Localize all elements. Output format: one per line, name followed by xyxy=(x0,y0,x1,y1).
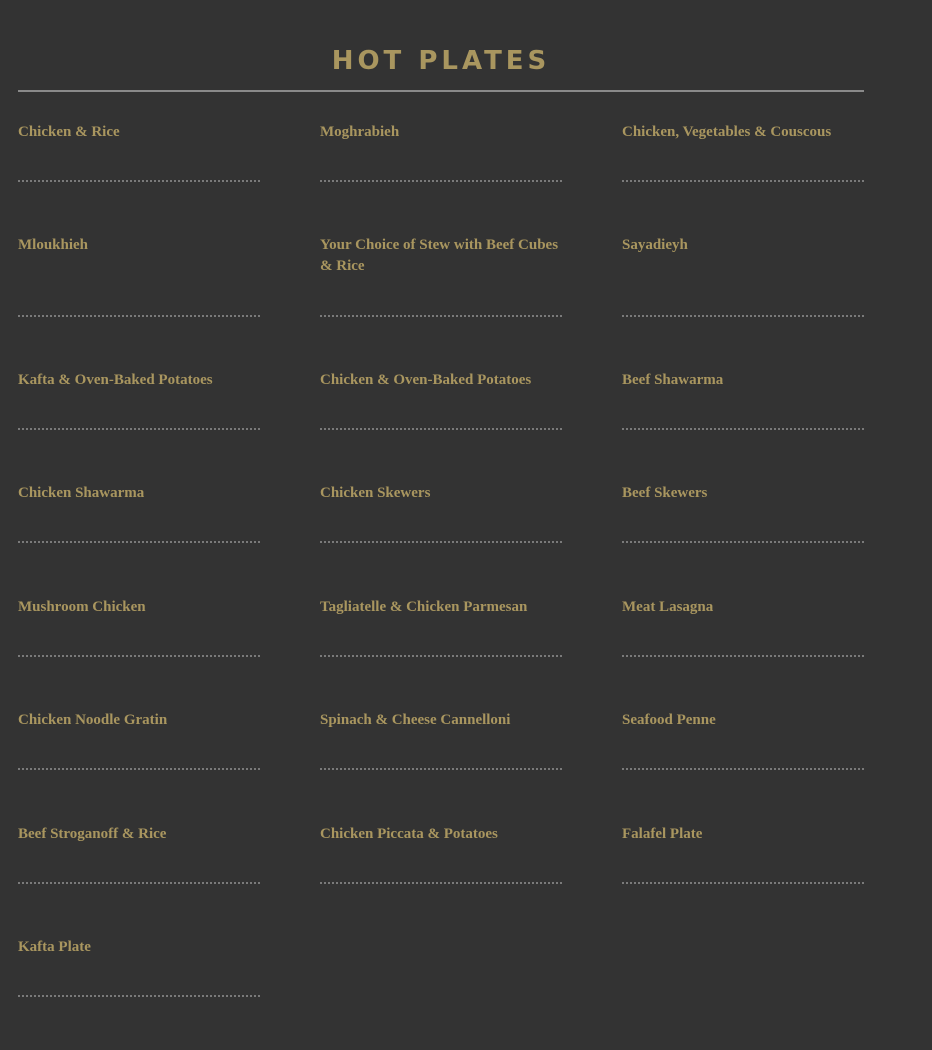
menu-row xyxy=(18,370,864,483)
dotted-leader xyxy=(320,315,562,317)
menu-item-name: Meat Lasagna xyxy=(622,599,714,615)
menu-row xyxy=(18,122,864,235)
dotted-leader xyxy=(622,768,864,770)
dotted-leader xyxy=(18,655,260,657)
dotted-leader xyxy=(18,180,260,182)
menu-item-name: Chicken Noodle Gratin xyxy=(18,712,168,728)
menu-item[interactable] xyxy=(18,370,260,483)
dotted-leader xyxy=(622,428,864,430)
menu-item[interactable] xyxy=(320,597,562,710)
menu-item-name: Beef Shawarma xyxy=(622,372,724,388)
menu-row xyxy=(18,483,864,597)
menu-item[interactable] xyxy=(18,824,260,937)
menu-item-name: Chicken Skewers xyxy=(320,485,431,501)
menu-item-name: Tagliatelle & Chicken Parmesan xyxy=(320,599,528,615)
menu-item-name: Chicken & Oven-Baked Potatoes xyxy=(320,372,532,388)
menu-grid xyxy=(18,122,864,1037)
menu-item-name: Chicken & Rice xyxy=(18,124,120,140)
menu-item-name: Your Choice of Stew with Beef Cubes & Rice xyxy=(320,237,559,274)
menu-row xyxy=(18,597,864,710)
dotted-leader xyxy=(622,180,864,182)
dotted-leader xyxy=(320,180,562,182)
menu-item[interactable] xyxy=(18,937,260,1037)
dotted-leader xyxy=(18,768,260,770)
menu-item[interactable] xyxy=(320,483,562,597)
dotted-leader xyxy=(18,541,260,543)
menu-item[interactable] xyxy=(622,824,864,937)
menu-item[interactable] xyxy=(622,370,864,483)
menu-item-name: Seafood Penne xyxy=(622,712,716,728)
menu-item-name: Moghrabieh xyxy=(320,124,400,140)
dotted-leader xyxy=(622,541,864,543)
menu-item[interactable] xyxy=(18,710,260,824)
dotted-leader xyxy=(320,882,562,884)
menu-row xyxy=(18,937,864,1037)
dotted-leader xyxy=(320,428,562,430)
dotted-leader xyxy=(320,655,562,657)
dotted-leader xyxy=(18,428,260,430)
menu-item-name: Beef Stroganoff & Rice xyxy=(18,826,167,842)
dotted-leader xyxy=(622,315,864,317)
dotted-leader xyxy=(622,882,864,884)
menu-item-name: Kafta & Oven-Baked Potatoes xyxy=(18,372,213,388)
menu-item[interactable] xyxy=(320,824,562,937)
menu-item[interactable] xyxy=(622,710,864,824)
menu-item-name: Beef Skewers xyxy=(622,485,708,501)
menu-item[interactable] xyxy=(18,122,260,235)
menu-item[interactable] xyxy=(18,483,260,597)
menu-item-name: Sayadieyh xyxy=(622,237,688,253)
menu-item-name: Mushroom Chicken xyxy=(18,599,146,615)
dotted-leader xyxy=(320,541,562,543)
menu-item[interactable] xyxy=(622,235,864,370)
menu-item[interactable] xyxy=(18,597,260,710)
menu-item[interactable] xyxy=(320,122,562,235)
dotted-leader xyxy=(320,768,562,770)
menu-item[interactable] xyxy=(622,483,864,597)
title-divider xyxy=(18,90,864,92)
menu-item-name: Mloukhieh xyxy=(18,237,89,253)
section-title: HOT PLATES xyxy=(331,46,551,76)
dotted-leader xyxy=(18,315,260,317)
menu-item-name: Kafta Plate xyxy=(18,939,91,955)
menu-item-name: Chicken Piccata & Potatoes xyxy=(320,826,498,842)
menu-item[interactable] xyxy=(18,235,260,370)
menu-item[interactable] xyxy=(622,597,864,710)
menu-item-name: Falafel Plate xyxy=(622,826,703,842)
menu-row xyxy=(18,824,864,937)
dotted-leader xyxy=(622,655,864,657)
menu-item[interactable] xyxy=(320,370,562,483)
menu-item-name: Chicken Shawarma xyxy=(18,485,145,501)
menu-item[interactable] xyxy=(320,710,562,824)
dotted-leader xyxy=(18,882,260,884)
menu-item[interactable] xyxy=(320,235,562,370)
menu-item[interactable] xyxy=(622,122,864,235)
menu-row xyxy=(18,235,864,370)
menu-item-name: Chicken, Vegetables & Couscous xyxy=(622,124,832,140)
menu-row xyxy=(18,710,864,824)
dotted-leader xyxy=(18,995,260,997)
menu-item-name: Spinach & Cheese Cannelloni xyxy=(320,712,511,728)
